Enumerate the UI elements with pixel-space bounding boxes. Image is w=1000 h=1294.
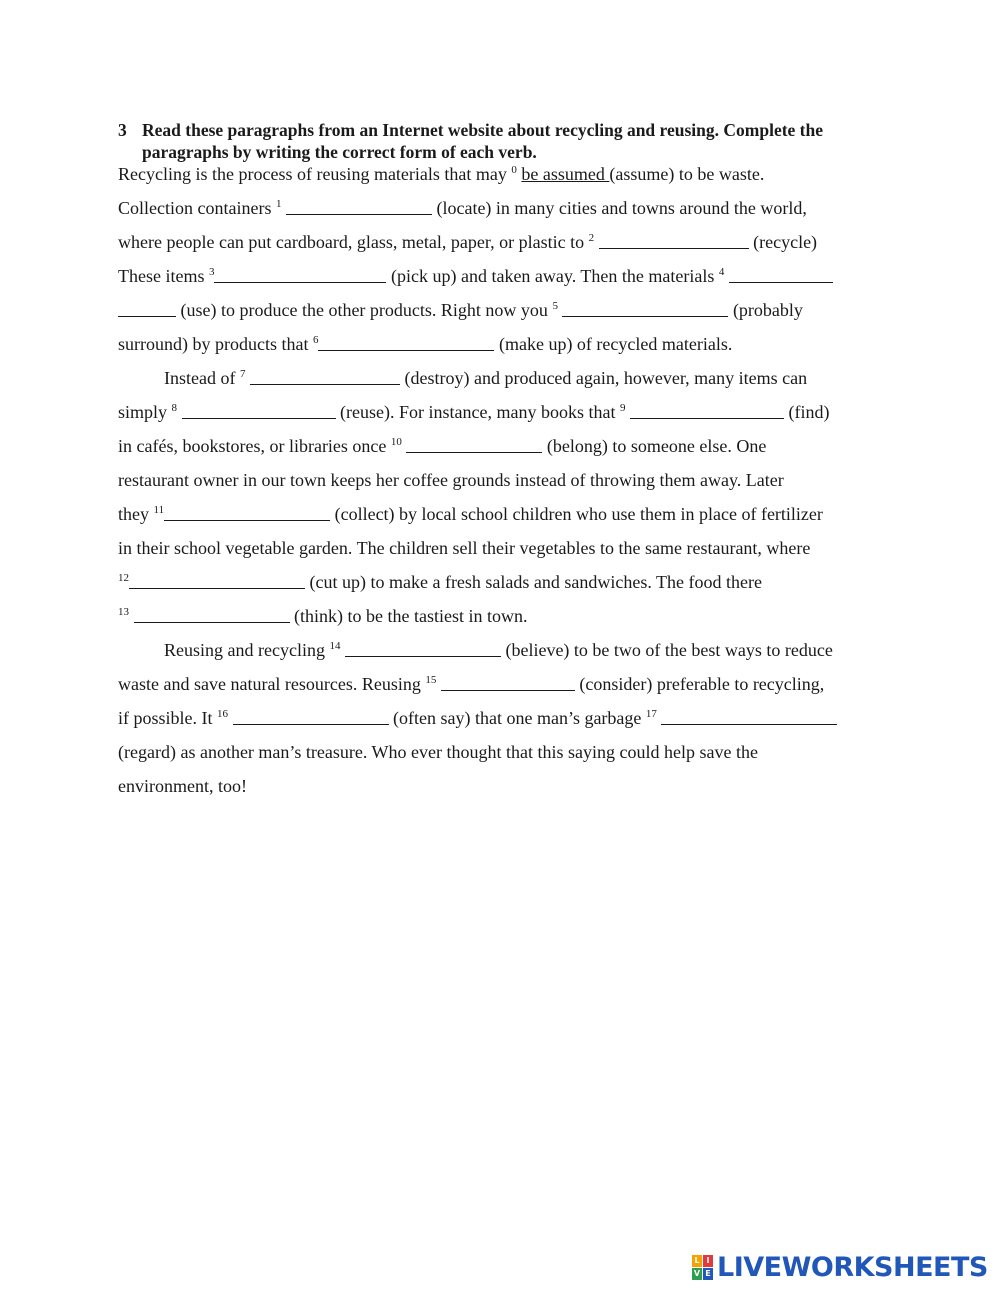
answer-blank-9[interactable] xyxy=(630,400,784,419)
text-line: simply $^8$ (reuse). For instance, many books that $^9$ (find) xyxy=(118,402,830,422)
logo-text: LIVEWORKSHEETS xyxy=(717,1252,988,1283)
text-line: (use) to produce the other products. Right now you $^5$ (probably xyxy=(118,293,888,327)
answer-blank-3[interactable] xyxy=(214,264,386,283)
answer-blank-1[interactable] xyxy=(286,196,432,215)
exercise-text xyxy=(118,157,888,803)
item-number: 5 xyxy=(552,300,558,312)
answer-blank-10[interactable] xyxy=(406,434,542,453)
text-line: they $^{11}$ (collect) by local school children who use them in place of fertilizer xyxy=(118,504,823,524)
item-number: 9 xyxy=(619,402,626,414)
logo-mark-icon: L I V E xyxy=(692,1255,713,1280)
text-line: Collection containers $^1$ (locate) in many cities and towns around the world, xyxy=(118,198,807,218)
item-number: 10 xyxy=(390,436,402,448)
answer-blank-5[interactable] xyxy=(562,298,728,317)
item-number: 8 xyxy=(171,402,178,414)
answer-blank-2[interactable] xyxy=(599,230,749,249)
text-line: Reusing and recycling $^{14}$ (believe) to be two of the best ways to reduce xyxy=(164,640,833,660)
example-answer: be assumed xyxy=(521,164,610,184)
answer-blank-4a[interactable] xyxy=(729,264,833,283)
answer-blank-16[interactable] xyxy=(233,706,389,725)
item-number: 3 xyxy=(208,266,215,278)
item-number: 7 xyxy=(239,368,246,380)
answer-blank-14[interactable] xyxy=(345,638,501,657)
item-number: 12 xyxy=(118,572,129,584)
text-line: These items $^3$ (pick up) and taken away. Then the materials $^4$ xyxy=(118,259,888,293)
item-number: 16 xyxy=(217,708,228,720)
answer-blank-7[interactable] xyxy=(250,366,400,385)
item-number: 13 xyxy=(118,606,129,618)
answer-blank-6[interactable] xyxy=(318,332,494,351)
item-number: 11 xyxy=(153,504,165,516)
text-line: waste and save natural resources. Reusing $^{15}$ (consider) preferable to recycling, xyxy=(118,674,825,694)
item-number: 14 xyxy=(329,640,341,652)
exercise-number: 3 xyxy=(118,120,127,140)
answer-blank-13[interactable] xyxy=(134,604,290,623)
text-line: where people can put cardboard, glass, metal, paper, or plastic to $^2$ (recycle) xyxy=(118,232,818,252)
answer-blank-17[interactable] xyxy=(661,706,837,725)
text-line: surround) by products that $^6$ (make up) of recycled materials. xyxy=(118,334,733,354)
text-line: restaurant owner in our town keeps her coffee grounds instead of throwing them away. Later xyxy=(118,470,784,490)
text-line: if possible. It $^{16}$ (often say) that one man’s garbage $^{17}$ xyxy=(118,701,888,735)
answer-blank-4b[interactable] xyxy=(118,298,176,317)
text-line: environment, too! xyxy=(118,776,247,796)
item-number: 6 xyxy=(312,334,319,346)
instruction-text: Read these paragraphs from an Internet website about recycling and reusing. Complete the paragraphs by writing the correct form of each verb. xyxy=(142,120,824,162)
text-line: in their school vegetable garden. The children sell their vegetables to the same restaurant, where xyxy=(118,538,811,558)
answer-blank-15[interactable] xyxy=(441,672,575,691)
text-line: Instead of $^7$ (destroy) and produced again, however, many items can xyxy=(164,368,808,388)
item-number: 17 xyxy=(645,708,657,720)
liveworksheets-logo xyxy=(692,1252,988,1283)
text-line: $^{12}$ (cut up) to make a fresh salads and sandwiches. The food there xyxy=(118,572,763,592)
answer-blank-11[interactable] xyxy=(164,502,330,521)
item-number: 0 xyxy=(511,164,517,176)
item-number: 1 xyxy=(275,198,282,210)
text-line: in cafés, bookstores, or libraries once $^{10}$ (belong) to someone else. One xyxy=(118,436,767,456)
item-number: 15 xyxy=(425,674,437,686)
worksheet-page xyxy=(118,119,888,803)
answer-blank-8[interactable] xyxy=(182,400,336,419)
text-line: $^{13}$ (think) to be the tastiest in town. xyxy=(118,606,528,626)
text-line: Recycling is the process of reusing materials that may $^0$ be assumed (assume) to be waste. xyxy=(118,164,765,184)
item-number: 4 xyxy=(718,266,725,278)
item-number: 2 xyxy=(588,232,595,244)
answer-blank-12[interactable] xyxy=(129,570,305,589)
text-line: (regard) as another man’s treasure. Who ever thought that this saying could help save the xyxy=(118,742,758,762)
